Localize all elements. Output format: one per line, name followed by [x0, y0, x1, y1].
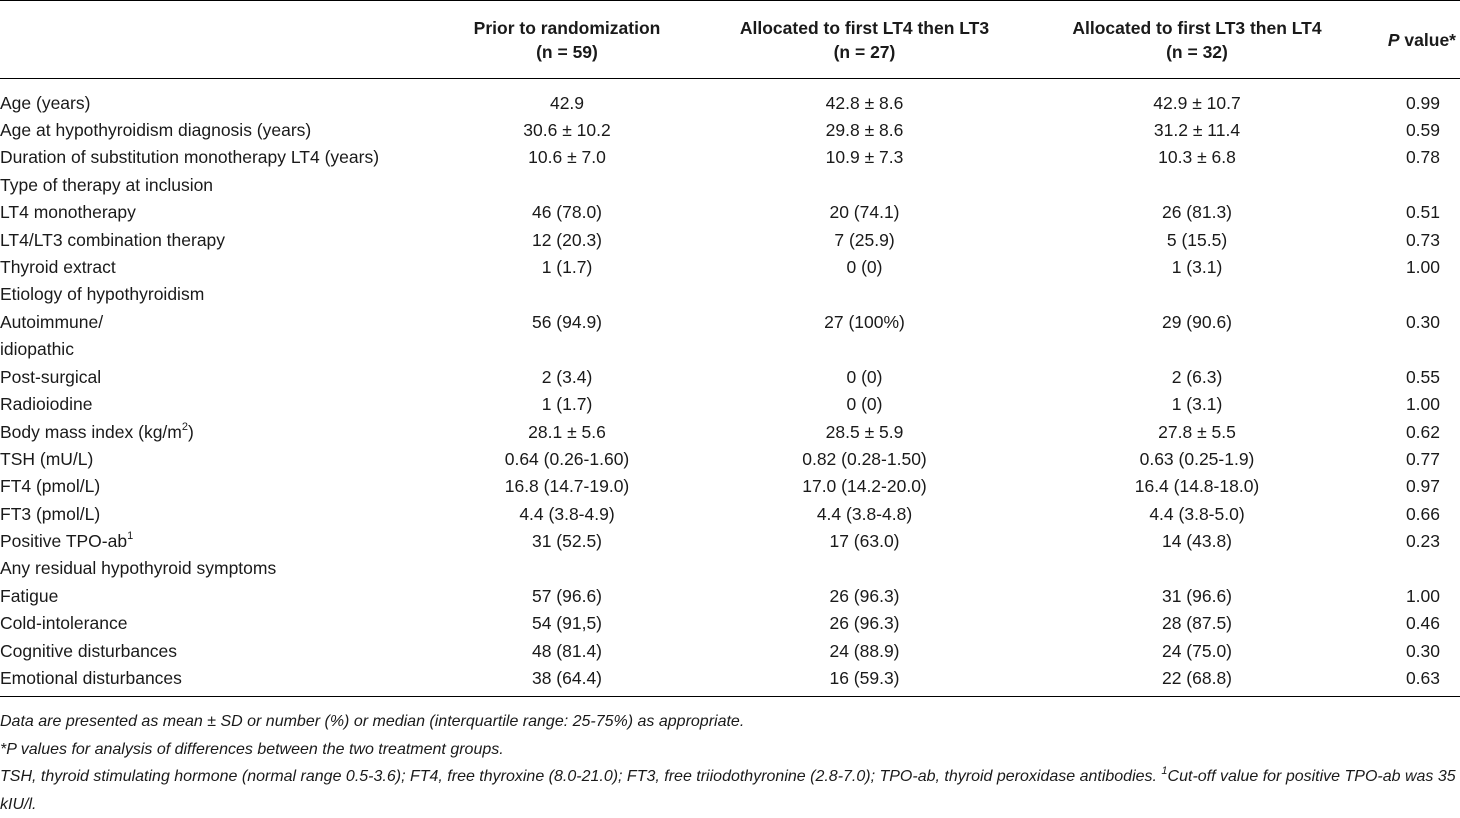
cell-lt3-first: 14 (43.8) [1161, 531, 1233, 552]
cell-prior-randomization: 56 (94.9) [531, 311, 603, 332]
row-label-text: Radioiodine [0, 394, 93, 415]
cell-p-value [1367, 555, 1460, 582]
header-prior-n: (n = 59) [536, 41, 598, 62]
header-p-rest: value* [1399, 29, 1456, 50]
row-label [0, 583, 432, 610]
table-row [0, 117, 1460, 144]
cell-lt4-first: 42.8 ± 8.6 [825, 93, 904, 113]
cell-prior-randomization: 38 (64.4) [531, 668, 603, 689]
cell-lt4-first: 10.9 ± 7.3 [825, 147, 904, 168]
cell-lt3-first: 16.4 (14.8-18.0) [1134, 476, 1260, 497]
row-label [0, 501, 432, 528]
cell-p-value: 0.99 [1405, 93, 1440, 113]
cell-lt3-first: 10.3 ± 6.8 [1158, 147, 1236, 168]
row-label [0, 364, 432, 391]
cell-p-value: 0.51 [1405, 202, 1440, 223]
cell-lt4-first: 20 (74.1) [829, 202, 900, 223]
cell-p-value [1367, 172, 1460, 199]
cell-lt4-first: 17.0 (14.2-20.0) [802, 476, 927, 497]
cell-lt4-first: 27 (100%) [824, 311, 905, 332]
cell-p-value: 0.63 [1405, 668, 1440, 689]
cell-lt4-first: 0 (0) [846, 256, 883, 277]
row-label [0, 638, 432, 665]
row-label [0, 309, 432, 364]
cell-lt4-first: 0 (0) [846, 366, 883, 387]
table-row [0, 473, 1460, 500]
table-row [0, 391, 1460, 418]
cell-prior-randomization: 2 (3.4) [541, 366, 593, 387]
header-label-column [0, 1, 432, 79]
cell-lt3-first: 1 (3.1) [1171, 256, 1223, 277]
table-row [0, 501, 1460, 528]
cell-lt4-first: 29.8 ± 8.6 [825, 120, 904, 140]
cell-lt3-first [1027, 172, 1367, 199]
cell-prior-randomization: 28.1 ± 5.6 [528, 421, 606, 442]
table-footnotes [0, 708, 1460, 818]
cell-p-value: 0.46 [1405, 613, 1440, 634]
table-row [0, 528, 1460, 555]
cell-p-value: 0.62 [1405, 421, 1440, 442]
row-label [0, 79, 432, 118]
row-label [0, 144, 432, 171]
cell-prior-randomization: 54 (91,5) [531, 613, 603, 634]
cell-lt4-first: 0 (0) [846, 394, 883, 415]
cell-lt4-first: 17 (63.0) [829, 531, 900, 552]
footnote-p-values: *P values for analysis of differences between the two treatment groups. [0, 740, 504, 758]
header-prior-randomization [432, 1, 702, 79]
cell-lt3-first: 1 (3.1) [1171, 394, 1223, 415]
cell-prior-randomization: 4.4 (3.8-4.9) [519, 503, 615, 524]
cell-lt3-first: 27.8 ± 5.5 [1158, 421, 1236, 442]
table-row [0, 144, 1460, 171]
table-row [0, 638, 1460, 665]
cell-lt3-first: 24 (75.0) [1161, 640, 1233, 661]
row-label [0, 199, 432, 226]
header-prior-title: Prior to randomization [473, 17, 661, 38]
row-label-text: Any residual hypothyroid symptoms [0, 558, 277, 579]
cell-lt4-first: 0.82 (0.28-1.50) [802, 448, 927, 469]
table-row [0, 364, 1460, 391]
row-label-text: TSH (mU/L) [0, 448, 94, 469]
cell-lt3-first: 26 (81.3) [1161, 202, 1233, 223]
cell-lt4-first [702, 555, 1027, 582]
table-row [0, 254, 1460, 281]
cell-p-value: 0.30 [1405, 640, 1440, 661]
cell-p-value: 0.78 [1405, 147, 1440, 168]
row-label-text: Age at hypothyroidism diagnosis (years) [0, 120, 312, 140]
table-row [0, 665, 1460, 697]
cell-lt3-first: 42.9 ± 10.7 [1153, 93, 1241, 113]
cell-p-value: 0.23 [1405, 531, 1440, 552]
row-label [0, 391, 432, 418]
row-label-superscript: 1 [127, 530, 134, 543]
cell-prior-randomization: 12 (20.3) [531, 229, 603, 250]
row-label-superscript: 2 [181, 420, 188, 433]
row-label-text: Post-surgical [0, 366, 102, 387]
header-lt3-first [1027, 1, 1367, 79]
cell-prior-randomization: 57 (96.6) [531, 585, 603, 606]
row-label [0, 473, 432, 500]
cell-lt3-first [1027, 555, 1367, 582]
header-lt4-first [702, 1, 1027, 79]
cell-p-value: 0.30 [1405, 311, 1440, 332]
row-label-text: Type of therapy at inclusion [0, 174, 214, 195]
row-label [0, 281, 432, 308]
table-row [0, 227, 1460, 254]
cell-lt4-first [702, 172, 1027, 199]
footnote-cutoff-text: Cut-off value for positive TPO-ab was 35 kIU/l. [0, 768, 1456, 813]
cell-p-value: 0.59 [1405, 120, 1440, 140]
cell-prior-randomization: 1 (1.7) [541, 256, 593, 277]
row-label-text: Body mass index (kg/m [0, 421, 182, 442]
header-lt3-first-title: Allocated to first LT3 then LT4 [1072, 17, 1322, 38]
row-label-text: Thyroid extract [0, 256, 116, 277]
row-label [0, 528, 432, 555]
row-label [0, 254, 432, 281]
row-label [0, 419, 432, 446]
row-label-suffix: ) [188, 421, 194, 442]
cell-lt3-first: 0.63 (0.25-1.9) [1139, 448, 1255, 469]
cell-lt3-first: 5 (15.5) [1166, 229, 1228, 250]
footnote-abbreviations [0, 763, 1460, 818]
table-row [0, 172, 1460, 199]
cell-lt3-first: 22 (68.8) [1161, 668, 1233, 689]
row-label-text: FT4 (pmol/L) [0, 476, 101, 497]
header-lt3-first-n: (n = 32) [1166, 41, 1228, 62]
cell-lt4-first: 4.4 (3.8-4.8) [816, 503, 913, 524]
row-label [0, 172, 432, 199]
cell-lt4-first: 7 (25.9) [834, 229, 895, 250]
footnote-abbreviations-text: TSH, thyroid stimulating hormone (normal range 0.5-3.6); FT4, free thyroxine (8.0-21.0); FT3, free triiodothyronine (2.8-7.0); TPO-ab, thyroid peroxidase antibodies. [0, 768, 1162, 785]
cell-lt3-first: 31.2 ± 11.4 [1153, 120, 1241, 140]
table-row [0, 555, 1460, 582]
table-row [0, 281, 1460, 308]
row-label [0, 117, 432, 144]
table-row [0, 199, 1460, 226]
cell-prior-randomization: 10.6 ± 7.0 [528, 147, 606, 168]
cell-lt4-first: 26 (96.3) [829, 585, 900, 606]
cell-p-value: 0.73 [1405, 229, 1440, 250]
cell-lt4-first [702, 281, 1027, 308]
cell-prior-randomization [432, 555, 702, 582]
cell-lt3-first: 31 (96.6) [1161, 585, 1233, 606]
row-label [0, 665, 432, 697]
cell-prior-randomization [432, 172, 702, 199]
table-body [0, 79, 1460, 697]
cell-lt3-first: 28 (87.5) [1161, 613, 1233, 634]
cell-p-value: 0.97 [1405, 476, 1440, 497]
row-label-text: Cold-intolerance [0, 613, 128, 634]
table-row [0, 583, 1460, 610]
footnote-sup-marker: 1 [1161, 764, 1168, 777]
row-label-text: LT4/LT3 combination therapy [0, 229, 226, 250]
row-label-text: Cognitive disturbances [0, 640, 178, 661]
cell-lt3-first: 29 (90.6) [1161, 311, 1233, 332]
cell-prior-randomization: 0.64 (0.26-1.60) [504, 448, 630, 469]
table-row [0, 419, 1460, 446]
header-lt4-first-n: (n = 27) [833, 41, 896, 62]
cell-lt4-first: 28.5 ± 5.9 [825, 421, 904, 442]
cell-prior-randomization: 30.6 ± 10.2 [523, 120, 611, 140]
cell-lt4-first: 24 (88.9) [829, 640, 900, 661]
footnote-data-presentation: Data are presented as mean ± SD or number (%) or median (interquartile range: 25-75%) as appropriate. [0, 713, 745, 730]
cell-prior-randomization: 46 (78.0) [531, 202, 603, 223]
row-label-text: Duration of substitution monotherapy LT4 (years) [0, 147, 380, 168]
table-row [0, 309, 1460, 364]
cell-p-value: 1.00 [1405, 394, 1440, 415]
cell-prior-randomization: 31 (52.5) [531, 531, 603, 552]
row-label [0, 446, 432, 473]
row-label-text: Emotional disturbances [0, 668, 182, 689]
table-row [0, 610, 1460, 637]
cell-prior-randomization: 1 (1.7) [541, 394, 593, 415]
cell-lt4-first: 16 (59.3) [829, 668, 900, 689]
table-row [0, 79, 1460, 118]
row-label [0, 610, 432, 637]
header-p-value [1367, 1, 1460, 79]
cell-prior-randomization [432, 281, 702, 308]
cell-p-value: 0.55 [1405, 366, 1440, 387]
row-label [0, 227, 432, 254]
cell-p-value [1367, 281, 1460, 308]
cell-prior-randomization: 48 (81.4) [531, 640, 603, 661]
row-label-text: FT3 (pmol/L) [0, 503, 101, 524]
cell-lt3-first [1027, 281, 1367, 308]
cell-lt3-first: 2 (6.3) [1171, 366, 1223, 387]
cell-p-value: 0.77 [1405, 448, 1440, 469]
cell-p-value: 0.66 [1405, 503, 1440, 524]
row-label-text: Autoimmune/ idiopathic [0, 311, 104, 359]
cell-p-value: 1.00 [1405, 256, 1440, 277]
table-header-row [0, 1, 1460, 79]
row-label-text: Age (years) [0, 93, 91, 113]
header-lt4-first-title: Allocated to first LT4 then LT3 [739, 17, 990, 38]
row-label [0, 555, 432, 582]
cell-lt3-first: 4.4 (3.8-5.0) [1149, 503, 1245, 524]
row-label-text: Fatigue [0, 585, 59, 606]
cell-prior-randomization: 42.9 [549, 93, 585, 113]
cell-p-value: 1.00 [1405, 585, 1440, 606]
row-label-text: Etiology of hypothyroidism [0, 284, 205, 305]
row-label-text: LT4 monotherapy [0, 202, 136, 223]
cell-prior-randomization: 16.8 (14.7-19.0) [504, 476, 630, 497]
cell-lt4-first: 26 (96.3) [829, 613, 900, 634]
row-label-text: Positive TPO-ab [0, 531, 128, 552]
header-p-italic: P [1387, 29, 1400, 50]
table-row [0, 446, 1460, 473]
